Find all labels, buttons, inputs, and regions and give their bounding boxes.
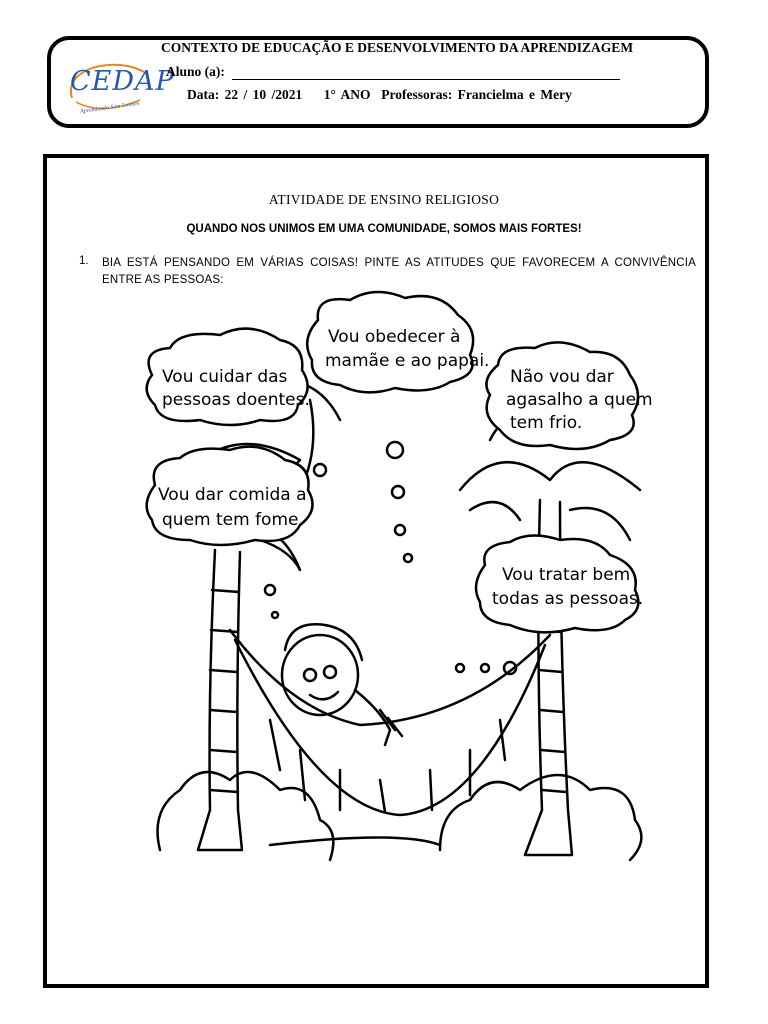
bubble-5-line-2: todas as pessoas. (492, 589, 644, 609)
bubble-4-line-1: Vou dar comida a (158, 485, 307, 505)
bubble-4-line-2: quem tem fome. (162, 510, 304, 530)
bubble-3-line-1: Não vou dar (510, 367, 614, 387)
thought-dot (387, 442, 403, 458)
bia-character (282, 624, 402, 745)
date-class-teachers: Data: 22 / 10 /2021 1° ANO Professoras: Francielma e Mery (187, 87, 572, 102)
student-label: Aluno (a): (166, 64, 225, 79)
student-name-line[interactable] (232, 79, 620, 80)
thought-bubble-tratar[interactable] (476, 535, 643, 632)
bubble-2-line-1: Vou obedecer à (328, 327, 461, 347)
question-number: 1. (79, 255, 89, 267)
illustration-bia-hammock (140, 290, 660, 905)
bubble-5-line-1: Vou tratar bem (502, 565, 631, 585)
left-bush (158, 772, 334, 860)
hammock-top (230, 630, 550, 725)
bubble-1-line-1: Vou cuidar das (162, 367, 288, 387)
logo-slogan: Aprendendo Sem Limites (79, 100, 140, 116)
thought-bubble-obedecer[interactable] (307, 292, 489, 392)
thought-bubble-agasalho[interactable] (486, 342, 652, 449)
activity-title: ATIVIDADE DE ENSINO RELIGIOSO (268, 192, 500, 207)
thought-bubble-comida[interactable] (147, 447, 313, 545)
question-text: BIA ESTÁ PENSANDO EM VÁRIAS COISAS! PINTE AS ATITUDES QUE FAVORECEM A CONVIVÊNCIA ENTRE AS PESSOAS: (102, 257, 696, 286)
activity-subtitle: QUANDO NOS UNIMOS EM UMA COMUNIDADE, SOMOS MAIS FORTES! (186, 223, 582, 235)
logo-text: CEDAP (70, 66, 175, 97)
bubble-3-line-2: agasalho a quem (506, 390, 653, 410)
cedap-logo (62, 58, 175, 128)
thought-bubble-cuidar[interactable] (147, 329, 310, 425)
bubble-2-line-2: mamãe e ao papai. (325, 351, 490, 371)
bubble-1-line-2: pessoas doentes. (162, 390, 310, 410)
bubble-3-line-3: tem frio. (510, 413, 583, 433)
school-title: CONTEXTO DE EDUCAÇÃO E DESENVOLVIMENTO DA APRENDIZAGEM (161, 40, 634, 55)
